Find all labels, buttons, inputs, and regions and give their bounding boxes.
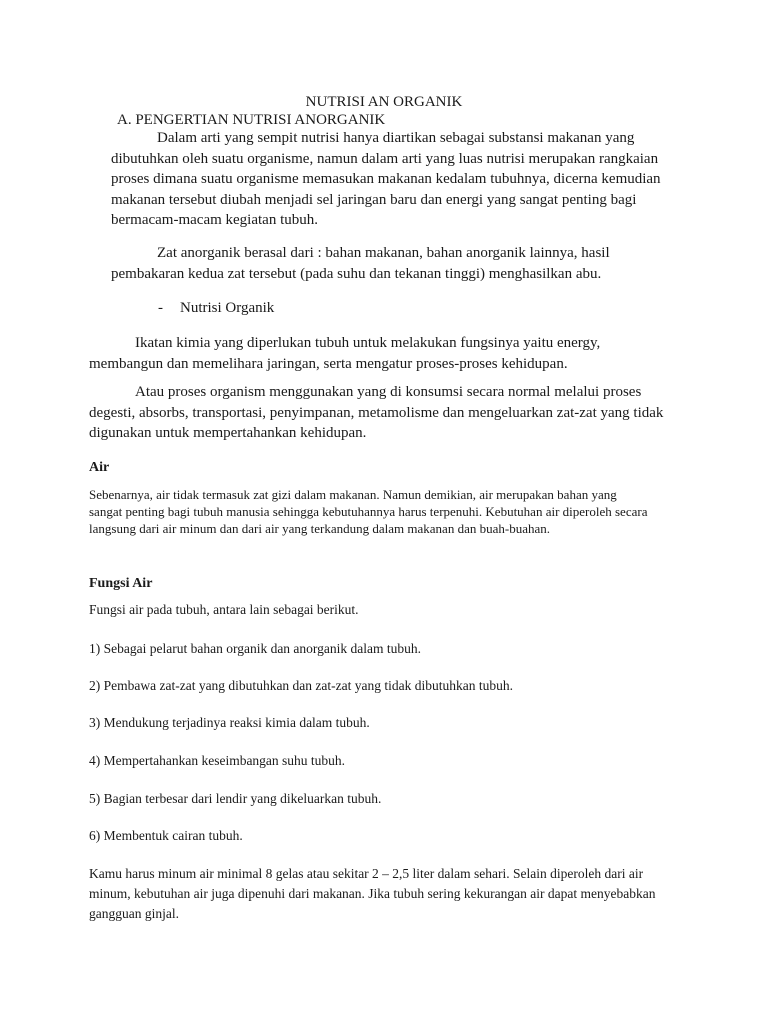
bullet-text: Nutrisi Organik — [180, 300, 275, 316]
bullet-dash: - — [158, 300, 163, 316]
list-item: 4) Mempertahankan keseimbangan suhu tubuh. — [89, 753, 346, 768]
closing-paragraph: Kamu harus minum air minimal 8 gelas atau sekitar 2 – 2,5 liter dalam sehari. Selain diperoleh dari air minum, kebutuhan air juga dipenuhi dari makanan. Jika tubuh sering kekurangan air dapat menyebabkan gangguan ginjal. — [89, 866, 656, 921]
list-item: 1) Sebagai pelarut bahan organik dan anorganik dalam tubuh. — [89, 641, 422, 656]
list-item: 2) Pembawa zat-zat yang dibutuhkan dan zat-zat yang tidak dibutuhkan tubuh. — [89, 678, 513, 693]
fungsi-intro: Fungsi air pada tubuh, antara lain sebagai berikut. — [89, 602, 359, 617]
paragraph-ikatan-kimia: Ikatan kimia yang diperlukan tubuh untuk melakukan fungsinya yaitu energy, membangun dan memelihara jaringan, serta mengatur proses-proses kehidupan. — [89, 335, 601, 372]
document-title: NUTRISI AN ORGANIK — [305, 94, 463, 110]
paragraph-definition: Dalam arti yang sempit nutrisi hanya diartikan sebagai substansi makanan yang dibutuhkan oleh suatu organisme, namun dalam arti yang luas nutrisi merupakan rangkaian proses dimana suatu organisme memasukan makanan kedalam tubuhnya, dicerna kemudian makanan tersebut diubah menjadi sel jaringan baru dan energi yang sangat penting bagi bermacam-macam kegiatan tubuh. — [111, 130, 661, 228]
paragraph-anorganic-source: Zat anorganik berasal dari : bahan makanan, bahan anorganik lainnya, hasil pembakaran kedua zat tersebut (pada suhu dan tekanan tinggi) menghasilkan abu. — [111, 245, 610, 282]
fungsi-air-heading: Fungsi Air — [89, 576, 153, 591]
air-paragraph: Sebenarnya, air tidak termasuk zat gizi dalam makanan. Namun demikian, air merupakan bahan yang sangat penting bagi tubuh manusia sehingga kebutuhannya harus terpenuhi. Kebutuhan air diperoleh secara langsung dari air minum dan dari air yang terkandung dalam makanan dan buah-buahan. — [89, 487, 648, 536]
list-item: 5) Bagian terbesar dari lendir yang dikeluarkan tubuh. — [89, 791, 382, 806]
paragraph-proses-organism: Atau proses organism menggunakan yang di konsumsi secara normal melalui proses degesti, absorbs, transportasi, penyimpanan, metamolisme dan mengeluarkan zat-zat yang tidak digunakan untuk mempertahankan kehidupan. — [89, 384, 664, 441]
bullet-nutrisi-organik — [158, 298, 274, 318]
section-a-heading: A. PENGERTIAN NUTRISI ANORGANIK — [117, 112, 386, 128]
air-heading: Air — [89, 460, 110, 475]
list-item: 6) Membentuk cairan tubuh. — [89, 828, 243, 843]
list-item: 3) Mendukung terjadinya reaksi kimia dalam tubuh. — [89, 715, 370, 730]
